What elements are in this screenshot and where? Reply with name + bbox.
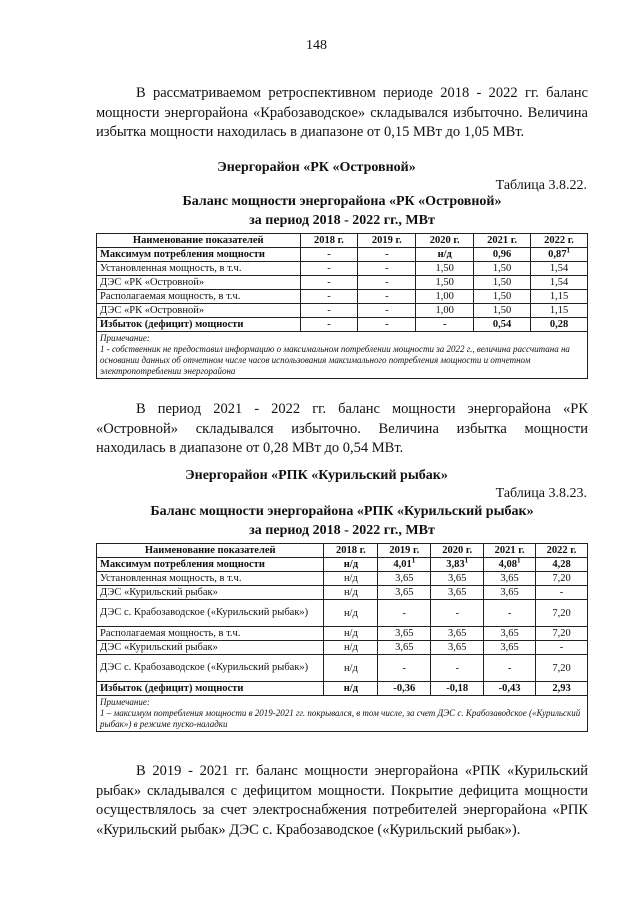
row-label: Избыток (дефицит) мощности — [97, 682, 324, 696]
table-cell: н/д — [324, 586, 378, 600]
note-title: Примечание: — [100, 697, 150, 707]
row-label: Максимум потребления мощности — [97, 248, 301, 262]
table-row — [97, 600, 588, 627]
row-label: Избыток (дефицит) мощности — [97, 318, 301, 332]
table-cell: 3,65 — [378, 572, 431, 586]
row-label: Располагаемая мощность, в т.ч. — [97, 290, 301, 304]
table-2-number: Таблица 3.8.23. — [495, 486, 587, 501]
table-cell: 1,15 — [531, 290, 588, 304]
table-note — [97, 696, 588, 732]
table-cell: 1,15 — [531, 304, 588, 318]
table-cell: н/д — [324, 558, 378, 572]
column-header: Наименование показателей — [97, 234, 301, 248]
table-cell: - — [536, 641, 588, 655]
table-cell: 1,54 — [531, 262, 588, 276]
table-1-number: Таблица 3.8.22. — [495, 178, 587, 193]
column-header: Наименование показателей — [97, 544, 324, 558]
table-cell: 3,65 — [484, 627, 536, 641]
table-cell: - — [358, 290, 416, 304]
table-cell — [484, 558, 536, 572]
table-cell: 0,54 — [474, 318, 531, 332]
table-cell — [431, 558, 484, 572]
footnote-mark: 1 — [566, 246, 570, 255]
table-cell: н/д — [324, 682, 378, 696]
table-cell: 1,50 — [416, 262, 474, 276]
cell-value: 0,87 — [548, 249, 567, 260]
table-cell: - — [358, 248, 416, 262]
column-header: 2020 г. — [416, 234, 474, 248]
table-cell: 1,50 — [416, 276, 474, 290]
table-cell: 3,65 — [378, 641, 431, 655]
table-note-row — [97, 696, 588, 732]
table-row — [97, 290, 588, 304]
table-cell: - — [378, 655, 431, 682]
table-cell: н/д — [324, 655, 378, 682]
table-cell: - — [484, 600, 536, 627]
table-1-title — [96, 192, 588, 230]
table-2-title-line2: за период 2018 - 2022 гг., МВт — [249, 523, 435, 538]
table-cell: - — [431, 655, 484, 682]
table-cell: 7,20 — [536, 655, 588, 682]
table-cell: - — [300, 290, 358, 304]
row-label: ДЭС с. Крабозаводское («Курильский рыбак») — [97, 655, 324, 682]
column-header: 2018 г. — [324, 544, 378, 558]
table-cell: - — [416, 318, 474, 332]
table-cell: - — [300, 304, 358, 318]
note-title: Примечание: — [100, 333, 150, 343]
column-header: 2021 г. — [474, 234, 531, 248]
row-label: ДЭС «Курильский рыбак» — [97, 586, 324, 600]
column-header: 2022 г. — [536, 544, 588, 558]
table-cell: 3,65 — [484, 572, 536, 586]
table-cell — [531, 248, 588, 262]
table-note-row — [97, 332, 588, 379]
footnote-mark: 1 — [464, 556, 469, 565]
table-cell: н/д — [324, 572, 378, 586]
table-cell: н/д — [324, 600, 378, 627]
table-1-title-line1: Баланс мощности энергорайона «РК «Островной» — [182, 194, 502, 209]
note-text: 1 – максимум потребления мощности в 2019-2021 гг. покрывался, в том числе, за счет ДЭС с. Крабозаводское («Курильский рыбак») в режиме пуско-наладки — [100, 708, 581, 729]
table-cell: - — [431, 600, 484, 627]
table-cell: - — [484, 655, 536, 682]
table-cell: - — [358, 262, 416, 276]
footnote-mark: 1 — [411, 556, 416, 565]
table-cell: - — [300, 318, 358, 332]
table-row — [97, 586, 588, 600]
table-cell: - — [300, 262, 358, 276]
column-header: 2022 г. — [531, 234, 588, 248]
table-cell: 3,65 — [431, 641, 484, 655]
table-row — [97, 276, 588, 290]
table-row — [97, 558, 588, 572]
table-cell: 3,65 — [484, 641, 536, 655]
table-cell: - — [536, 586, 588, 600]
table-row — [97, 572, 588, 586]
page-number: 148 — [306, 38, 327, 53]
note-text: 1 - собственник не предоставил информацию о максимальном потреблении мощности за 2022 г., величина рассчитана на основании данных об отчетном числе часов использования максимального потребления мощности и отчетном электропотреблении энергорайона — [100, 344, 570, 376]
table-cell: 3,65 — [431, 627, 484, 641]
column-header: 2020 г. — [431, 544, 484, 558]
table-cell: 0,96 — [474, 248, 531, 262]
column-header: 2019 г. — [378, 544, 431, 558]
cell-value: 3,83 — [446, 559, 465, 570]
table-cell: 1,50 — [474, 304, 531, 318]
table-cell: 1,00 — [416, 304, 474, 318]
power-balance-table-ostrovnoy — [96, 233, 588, 379]
footnote-mark: 1 — [517, 556, 521, 565]
table-header-row — [97, 234, 588, 248]
table-cell: н/д — [416, 248, 474, 262]
column-header: 2019 г. — [358, 234, 416, 248]
paragraph-1: В рассматриваемом ретроспективном периоде 2018 - 2022 гг. баланс мощности энергорайона «Крабозаводское» складывался избыточно. Величина избытка мощности находилась в диапазоне от 0,15 МВт до 1,05 МВт. — [96, 85, 588, 140]
table-row — [97, 262, 588, 276]
table-cell: - — [358, 276, 416, 290]
cell-value: 4,08 — [498, 559, 518, 570]
table-cell: 1,50 — [474, 262, 531, 276]
row-label: Максимум потребления мощности — [97, 558, 324, 572]
table-cell: 1,54 — [531, 276, 588, 290]
table-row — [97, 304, 588, 318]
table-row — [97, 318, 588, 332]
table-cell: 3,65 — [378, 627, 431, 641]
table-cell: - — [358, 304, 416, 318]
table-row — [97, 627, 588, 641]
table-note — [97, 332, 588, 379]
row-label: ДЭС «РК «Островной» — [97, 304, 301, 318]
paragraph-2: В период 2021 - 2022 гг. баланс мощности энергорайона «РК «Островной» складывался избыточно. Величина избытка мощности находилась в диапазоне от 0,28 МВт до 0,54 МВт. — [96, 401, 588, 456]
table-row — [97, 682, 588, 696]
cell-value: 4,01 — [393, 559, 412, 570]
table-cell: 7,20 — [536, 572, 588, 586]
table-cell: 1,50 — [474, 276, 531, 290]
table-cell: 1,50 — [474, 290, 531, 304]
table-cell: 4,28 — [536, 558, 588, 572]
section-2-heading: Энергорайон «РПК «Курильский рыбак» — [185, 468, 448, 483]
row-label: ДЭС с. Крабозаводское («Курильский рыбак») — [97, 600, 324, 627]
table-2-title — [96, 502, 588, 540]
table-cell: 3,65 — [431, 586, 484, 600]
table-cell: - — [378, 600, 431, 627]
table-cell: - — [358, 318, 416, 332]
table-cell: н/д — [324, 641, 378, 655]
table-cell: - — [300, 276, 358, 290]
table-row — [97, 641, 588, 655]
table-cell: 2,93 — [536, 682, 588, 696]
table-cell: -0,43 — [484, 682, 536, 696]
table-2-title-line1: Баланс мощности энергорайона «РПК «Курильский рыбак» — [150, 504, 534, 519]
table-cell: 3,65 — [431, 572, 484, 586]
table-cell: 3,65 — [378, 586, 431, 600]
table-cell: 1,00 — [416, 290, 474, 304]
table-header-row — [97, 544, 588, 558]
table-row — [97, 248, 588, 262]
column-header: 2018 г. — [300, 234, 358, 248]
table-cell: - — [300, 248, 358, 262]
table-cell: 7,20 — [536, 600, 588, 627]
power-balance-table-kurilsky-rybak — [96, 543, 588, 732]
section-1-heading: Энергорайон «РК «Островной» — [217, 160, 416, 175]
paragraph-3: В 2019 - 2021 гг. баланс мощности энергорайона «РПК «Курильский рыбак» складывался с дефицитом мощности. Покрытие дефицита мощности осуществлялось за счет электроснабжения потребителей энергорайона «РПК «Курильский рыбак» ДЭС с. Крабозаводское («Курильский рыбак»). — [96, 763, 588, 838]
table-cell: -0,18 — [431, 682, 484, 696]
column-header: 2021 г. — [484, 544, 536, 558]
table-cell: 7,20 — [536, 627, 588, 641]
row-label: Установленная мощность, в т.ч. — [97, 262, 301, 276]
table-1-title-line2: за период 2018 - 2022 гг., МВт — [249, 213, 435, 228]
table-cell: -0,36 — [378, 682, 431, 696]
row-label: ДЭС «Курильский рыбак» — [97, 641, 324, 655]
table-cell — [378, 558, 431, 572]
row-label: Установленная мощность, в т.ч. — [97, 572, 324, 586]
table-row — [97, 655, 588, 682]
table-cell: 3,65 — [484, 586, 536, 600]
table-cell: 0,28 — [531, 318, 588, 332]
row-label: ДЭС «РК «Островной» — [97, 276, 301, 290]
row-label: Располагаемая мощность, в т.ч. — [97, 627, 324, 641]
table-cell: н/д — [324, 627, 378, 641]
